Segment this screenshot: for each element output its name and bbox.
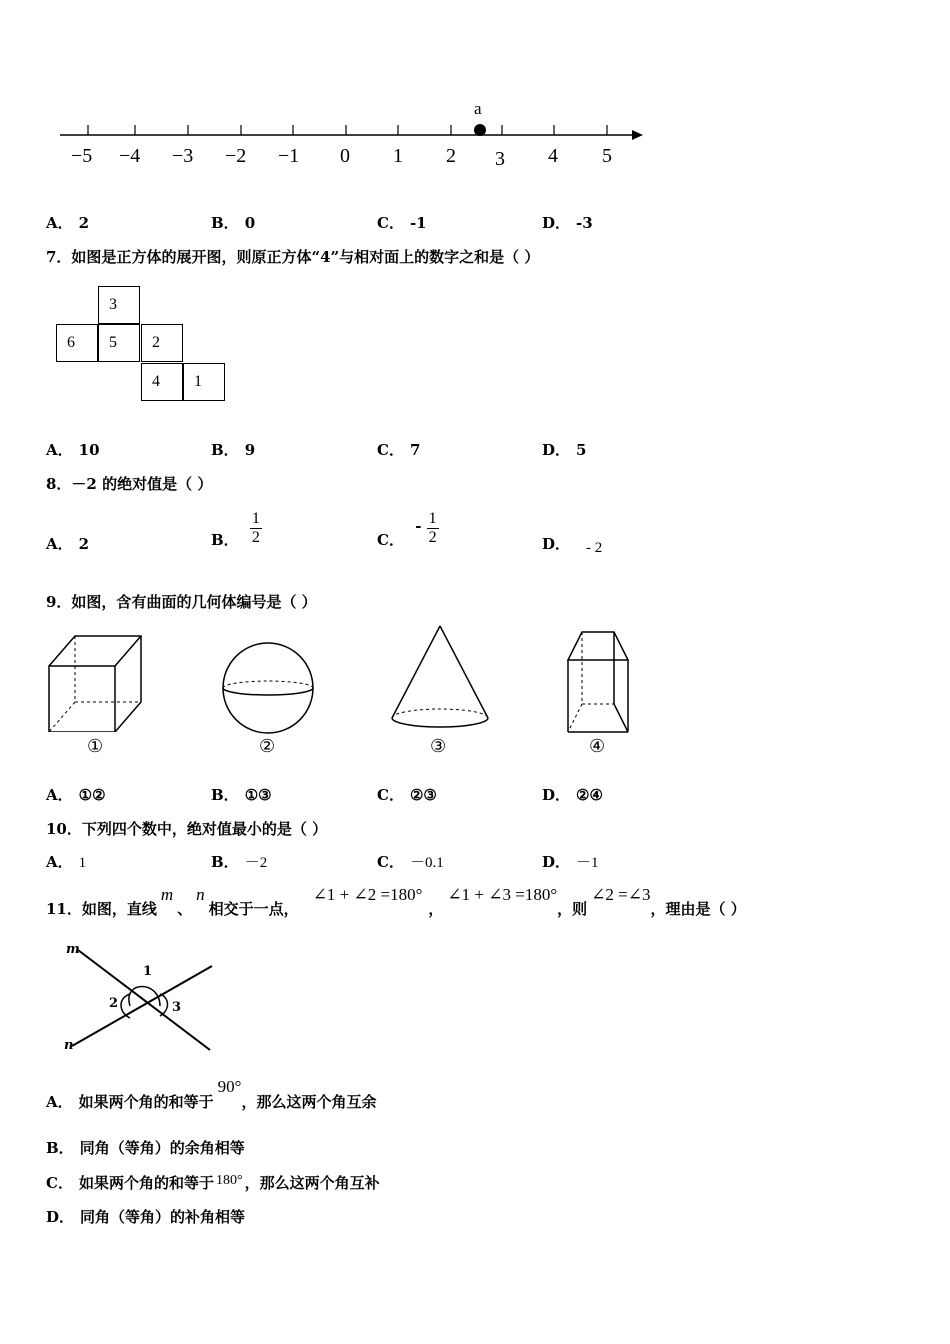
q10-option-d[interactable]: D． －1 <box>542 853 599 871</box>
q11-option-b[interactable]: B． 同角（等角）的余角相等 <box>46 1139 245 1157</box>
q9-option-b[interactable]: B． ①③ <box>211 786 272 804</box>
math-90deg: 90° <box>217 1077 242 1096</box>
label-m: m <box>66 942 80 957</box>
equation-2: ∠1 + ∠3 =180° <box>447 885 558 904</box>
q9-option-d[interactable]: D． ②④ <box>542 786 603 804</box>
solid-sphere-figure <box>220 640 320 762</box>
tick-label-neg3: −3 <box>172 145 194 167</box>
q11-stem: 11．如图，直线m、n相交于一点，∠1 + ∠2 =180°，∠1 + ∠3 =180°，则∠2 =∠3，理由是（ ） <box>46 885 746 918</box>
tick-label-neg2: −2 <box>225 145 247 167</box>
tick-marks <box>88 125 607 135</box>
q11-option-c[interactable]: C． 如果两个角的和等于 180° ，那么这两个角互补 <box>46 1173 380 1192</box>
cone-svg <box>388 624 492 736</box>
tick-label-5: 5 <box>602 145 612 167</box>
figure-label-4: ④ <box>589 736 606 757</box>
q6-option-b[interactable]: B． 0 <box>211 214 256 232</box>
tick-label-0: 0 <box>340 145 350 167</box>
intersecting-lines-figure <box>60 940 220 1058</box>
q9-option-c[interactable]: C． ②③ <box>377 786 437 804</box>
axis-arrow <box>632 130 643 140</box>
q8-option-c[interactable]: C． - $\frac{1}{2}$ <box>377 510 437 549</box>
q11-option-a[interactable]: A． 如果两个角的和等于90°，那么这两个角互余 <box>46 1077 377 1111</box>
lines-svg <box>60 940 220 1058</box>
figure-label-3: ③ <box>430 736 447 757</box>
q8-stem: 8．－2 的绝对值是（ ） <box>46 475 213 493</box>
tick-label-2: 2 <box>446 145 456 167</box>
solid-cube-figure <box>45 632 155 762</box>
q8-option-b[interactable]: B． $\frac{1}{2}$ <box>211 510 260 549</box>
label-angle-1: 1 <box>143 964 153 979</box>
q10-option-a[interactable]: A． 1 <box>46 853 87 871</box>
angle-arc-1 <box>129 987 160 1007</box>
equation-1: ∠1 + ∠2 =180° <box>312 885 423 904</box>
tick-label-1: 1 <box>393 145 403 167</box>
net-cell-6: 6 <box>56 324 98 362</box>
solid-prism-figure <box>562 628 638 762</box>
q7-stem: 7．如图是正方体的展开图，则原正方体“4”与相对面上的数字之和是（ ） <box>46 248 540 266</box>
prism-svg <box>562 628 638 736</box>
q6-option-a[interactable]: A． 2 <box>46 214 90 232</box>
figure-label-2: ② <box>259 736 276 757</box>
tick-label-neg5: −5 <box>71 145 93 167</box>
label-n: n <box>64 1038 74 1053</box>
label-angle-2: 2 <box>109 996 119 1011</box>
tick-label-neg1: −1 <box>278 145 300 167</box>
q10-stem: 10．下列四个数中，绝对值最小的是（ ） <box>46 820 328 838</box>
tick-label-neg4: −4 <box>119 145 141 167</box>
label-angle-3: 3 <box>172 1000 182 1015</box>
number-line-figure <box>55 95 655 180</box>
number-line-svg <box>55 95 655 180</box>
net-cell-4: 4 <box>141 363 183 401</box>
net-cell-2: 2 <box>141 324 183 362</box>
q11-option-d[interactable]: D． 同角（等角）的补角相等 <box>46 1208 246 1226</box>
fraction-one-half: $\frac{1}{2}$ <box>251 510 260 546</box>
net-cell-3: 3 <box>98 286 140 324</box>
fraction-neg-one-half: $\frac{1}{2}$ <box>428 510 437 546</box>
q10-option-c[interactable]: C． －0.1 <box>377 853 444 871</box>
q8-option-a[interactable]: A． 2 <box>46 535 90 553</box>
q7-option-c[interactable]: C． 7 <box>377 441 421 459</box>
q7-option-d[interactable]: D． 5 <box>542 441 587 459</box>
cube-svg <box>45 632 155 732</box>
q9-option-a[interactable]: A． ①② <box>46 786 106 804</box>
cube-net-figure <box>56 286 236 404</box>
net-cell-5: 5 <box>98 324 140 362</box>
q7-option-b[interactable]: B． 9 <box>211 441 256 459</box>
var-m: m <box>160 885 174 904</box>
q6-option-c[interactable]: C． -1 <box>377 214 427 232</box>
q8-option-d[interactable]: D． - 2 <box>542 535 603 556</box>
line-n <box>72 966 212 1046</box>
figure-label-1: ① <box>87 736 104 757</box>
equation-3: ∠2 =∠3 <box>591 885 651 904</box>
var-n: n <box>196 885 205 904</box>
point-a-label: a <box>474 99 482 118</box>
solid-cone-figure <box>388 624 492 762</box>
tick-label-4: 4 <box>548 145 558 167</box>
point-a <box>474 124 486 136</box>
q9-stem: 9．如图，含有曲面的几何体编号是（ ） <box>46 593 317 611</box>
net-cell-1: 1 <box>183 363 225 401</box>
sphere-svg <box>220 640 320 736</box>
math-180deg: 180° <box>215 1173 243 1188</box>
q10-option-b[interactable]: B． －2 <box>211 853 268 871</box>
tick-label-3: 3 <box>495 148 505 170</box>
q7-option-a[interactable]: A． 10 <box>46 441 100 459</box>
q6-option-d[interactable]: D． -3 <box>542 214 593 232</box>
